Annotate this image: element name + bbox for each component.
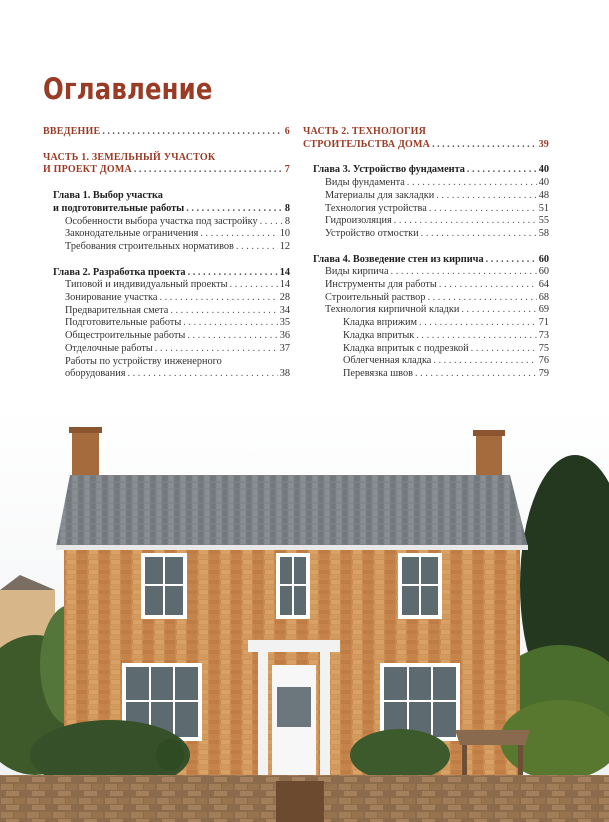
toc-intro-page: 6: [284, 126, 290, 137]
toc-subitem[interactable]: [303, 317, 549, 330]
toc-item-label: Предварительная смета: [65, 304, 169, 316]
toc-intro[interactable]: [43, 126, 290, 139]
toc-item[interactable]: [303, 215, 549, 228]
toc-item-page: 8: [284, 215, 290, 227]
toc-item-page: 28: [279, 292, 290, 304]
toc-subitem-label: Облегченная кладка: [343, 355, 432, 367]
leader-dots: [471, 343, 537, 356]
toc-item-label-cont: оборудования: [65, 368, 126, 380]
toc-subitem-page: 71: [538, 317, 549, 329]
toc-item[interactable]: [303, 279, 549, 292]
leader-dots: [427, 292, 536, 305]
toc-chapter3-label: Глава 3. Устройство фундамента: [313, 164, 465, 176]
house-photo: [0, 405, 609, 822]
page-title: Оглавление: [43, 72, 213, 106]
toc-item-page: 51: [538, 202, 549, 214]
toc-subitem[interactable]: [303, 330, 549, 343]
toc-part1-page: 7: [284, 164, 290, 176]
toc-item[interactable]: [43, 241, 290, 254]
leader-dots: [486, 254, 537, 267]
leader-dots: [200, 228, 277, 241]
toc-part1-line1: ЧАСТЬ 1. ЗЕМЕЛЬНЫЙ УЧАСТОК: [43, 151, 216, 163]
toc-item[interactable]: [303, 177, 549, 190]
toc-part2[interactable]: [303, 126, 549, 151]
toc-item[interactable]: [43, 292, 290, 305]
toc-chapter3-page: 40: [538, 164, 549, 176]
toc-item-page: 34: [279, 304, 290, 316]
toc-part2-line1: ЧАСТЬ 2. ТЕХНОЛОГИЯ: [303, 126, 427, 137]
toc-item[interactable]: [43, 317, 290, 330]
toc-part1[interactable]: [43, 152, 290, 177]
toc-item[interactable]: [303, 203, 549, 216]
leader-dots: [391, 266, 537, 279]
toc-chapter2-label: Глава 2. Разработка проекта: [53, 266, 186, 278]
toc-subitem-label: Перевязка швов: [343, 367, 413, 379]
toc-left-column: [43, 126, 290, 381]
leader-dots: [230, 279, 278, 292]
toc-item-page: 68: [538, 291, 549, 303]
toc-item-page: 60: [538, 266, 549, 278]
toc-item-page: 35: [279, 317, 290, 329]
toc-item-page: 64: [538, 279, 549, 291]
leader-dots: [461, 304, 536, 317]
toc-chapter3[interactable]: [303, 164, 549, 177]
toc-subitem[interactable]: [303, 343, 549, 356]
toc-part1-line2: И ПРОЕКТ ДОМА: [43, 164, 132, 176]
toc-item-page: 37: [279, 342, 290, 354]
toc-item-page: 10: [279, 228, 290, 240]
toc-item-page: 55: [538, 215, 549, 227]
toc-item[interactable]: [43, 330, 290, 343]
toc-item-label: Технология кирпичной кладки: [325, 304, 460, 316]
toc-item-multiline[interactable]: [43, 356, 290, 381]
leader-dots: [415, 368, 537, 381]
toc-subitem-page: 79: [538, 367, 549, 379]
toc-part2-line2: СТРОИТЕЛЬСТВА ДОМА: [303, 138, 431, 150]
leader-dots: [421, 228, 537, 241]
toc-chapter2[interactable]: [43, 267, 290, 280]
leader-dots: [186, 203, 283, 216]
toc-item-label: Устройство отмостки: [325, 227, 419, 239]
toc-item-label: Зонирование участка: [65, 292, 158, 304]
leader-dots: [102, 126, 282, 139]
toc-item-label: Законодательные ограничения: [65, 228, 199, 240]
leader-dots: [170, 305, 277, 318]
leader-dots: [128, 368, 278, 381]
toc-subitem[interactable]: [303, 355, 549, 368]
toc-item-label: Гидроизоляция: [325, 215, 392, 227]
leader-dots: [159, 292, 277, 305]
leader-dots: [467, 164, 537, 177]
toc-subitem-label: Кладка вприжим: [343, 317, 417, 329]
toc-item-label: Отделочные работы: [65, 342, 153, 354]
toc-item-page: 12: [279, 240, 290, 252]
toc-chapter2-page: 14: [279, 266, 290, 278]
toc-item[interactable]: [303, 292, 549, 305]
toc-item[interactable]: [303, 228, 549, 241]
toc-item-label: Общестроительные работы: [65, 330, 186, 342]
toc-item[interactable]: [43, 343, 290, 356]
leader-dots: [407, 177, 537, 190]
leader-dots: [260, 216, 283, 229]
toc-item-page: 48: [538, 189, 549, 201]
toc-item[interactable]: [43, 279, 290, 292]
toc-item[interactable]: [43, 228, 290, 241]
toc-item-label: Виды фундамента: [325, 177, 405, 189]
toc-item-page: 38: [279, 368, 290, 380]
leader-dots: [429, 203, 537, 216]
toc-intro-label: ВВЕДЕНИЕ: [43, 126, 101, 137]
toc-subitem[interactable]: [303, 368, 549, 381]
leader-dots: [419, 317, 537, 330]
leader-dots: [433, 355, 536, 368]
toc-item-label: Материалы для закладки: [325, 189, 435, 201]
toc-chapter1-line2: и подготовительные работы: [53, 202, 185, 214]
toc-item-page: 58: [538, 227, 549, 239]
toc-chapter4[interactable]: [303, 254, 549, 267]
toc-item-page: 36: [279, 330, 290, 342]
toc-item-label: Технология устройства: [325, 202, 427, 214]
toc-item[interactable]: [43, 216, 290, 229]
toc-item-label: Особенности выбора участка под застройку: [65, 215, 258, 227]
toc-item-label: Подготовительные работы: [65, 317, 182, 329]
leader-dots: [188, 267, 278, 280]
toc-chapter1-page: 8: [284, 202, 290, 214]
toc-chapter4-page: 60: [538, 253, 549, 265]
toc-item-label: Инструменты для работы: [325, 279, 437, 291]
toc-subitem-label: Кладка впритык с подрезкой: [343, 342, 469, 354]
toc-subitem-page: 73: [538, 329, 549, 341]
toc-item-label: Требования строительных нормативов: [65, 240, 234, 252]
toc-item-page: 40: [538, 177, 549, 189]
leader-dots: [416, 330, 536, 343]
toc-right-column: [303, 126, 549, 381]
toc-item-label: Строительный раствор: [325, 291, 426, 303]
toc-subitem-page: 76: [538, 355, 549, 367]
leader-dots: [155, 343, 278, 356]
leader-dots: [183, 317, 277, 330]
toc-item-page: 14: [279, 279, 290, 291]
leader-dots: [436, 190, 536, 203]
toc-part2-page: 39: [538, 138, 549, 150]
toc-subitem-label: Кладка впритык: [343, 329, 415, 341]
leader-dots: [134, 164, 283, 177]
leader-dots: [439, 279, 537, 292]
toc-item-label: Виды кирпича: [325, 266, 389, 278]
leader-dots: [236, 241, 278, 254]
toc-chapter1[interactable]: [43, 190, 290, 215]
toc-subitem-page: 75: [538, 342, 549, 354]
toc-item[interactable]: [303, 304, 549, 317]
leader-dots: [187, 330, 277, 343]
toc-chapter1-line1: Глава 1. Выбор участка: [53, 190, 163, 202]
toc-item[interactable]: [303, 190, 549, 203]
toc-chapter4-label: Глава 4. Возведение стен из кирпича: [313, 253, 484, 265]
leader-dots: [432, 139, 537, 152]
toc-item[interactable]: [43, 305, 290, 318]
toc-item[interactable]: [303, 266, 549, 279]
toc-item-label: Типовой и индивидуальный проекты: [65, 279, 228, 291]
toc-item-page: 69: [538, 304, 549, 316]
toc-item-label: Работы по устройству инженерного: [65, 355, 222, 367]
leader-dots: [394, 215, 537, 228]
